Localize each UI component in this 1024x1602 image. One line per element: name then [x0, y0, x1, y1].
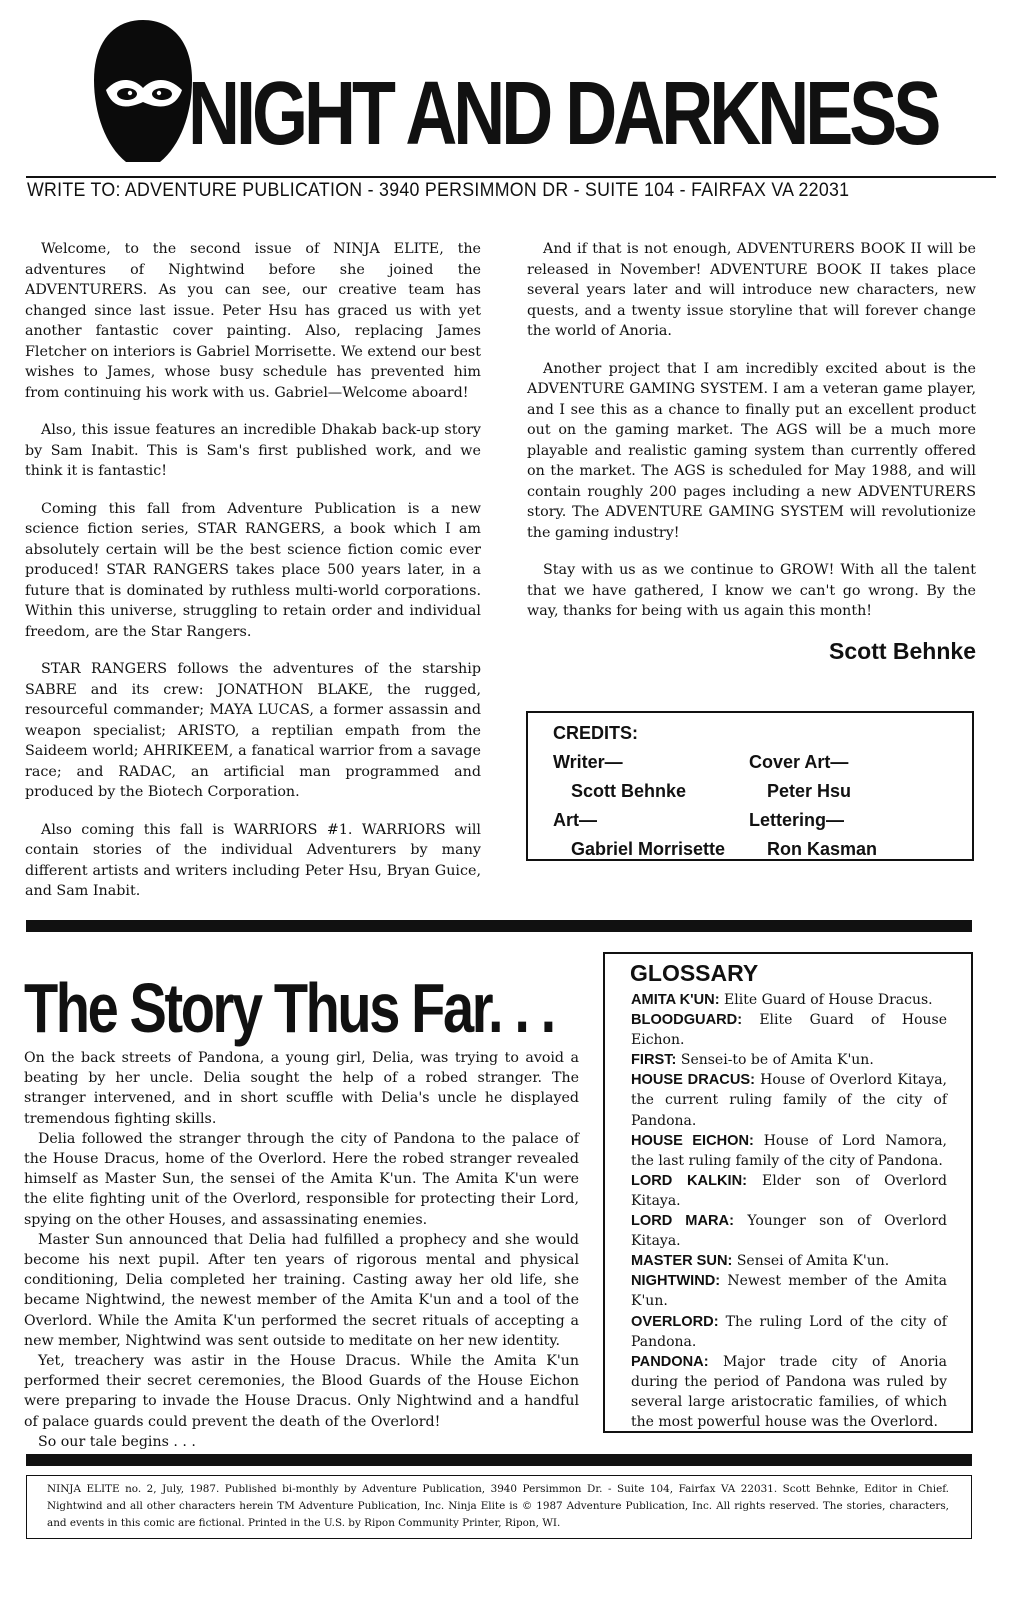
letter-paragraph: Also coming this fall is WARRIORS #1. WARRIORS will contain stories of the individual Adventurers by many different artists and writers including Peter Hsu, Bryan Guice, and Sam Inabit.: [25, 821, 481, 899]
glossary-term: LORD KALKIN:: [631, 1172, 747, 1189]
story-paragraph: So our tale begins . . .: [38, 1433, 196, 1450]
glossary-definition: House of Overlord Kitaya, the current ruling family of the city of Pandona.: [631, 1072, 947, 1129]
header-rule: [26, 176, 996, 178]
glossary-entry: [631, 1312, 947, 1352]
glossary-term: BLOODGUARD:: [631, 1012, 743, 1029]
glossary-entry: [631, 990, 947, 1010]
glossary-definition: Sensei of Amita K'un.: [736, 1253, 890, 1270]
letter-paragraph: Another project that I am incredibly excited about is the ADVENTURE GAMING SYSTEM. I am a veteran game player, and I see this as a chance to finally put an excellent product out on the gaming market. The AGS will be a much more playable and realistic gaming system than currently offered on the market. The AGS is scheduled for May 1988, and will contain roughly 200 pages including a new ADVENTURERS story. The ADVENTURE GAMING SYSTEM will revolutionize the gaming industry!: [527, 360, 976, 541]
glossary-definition: Elder son of Overlord Kitaya.: [631, 1172, 947, 1209]
art-name: Gabriel Morrisette: [571, 839, 726, 859]
letter-paragraph: STAR RANGERS follows the adventures of the starship SABRE and its crew: JONATHON BLAKE, the rugged, resourceful commander; MAYA LUCAS, a former assassin and weapon specialist; ARISTO, a reptilian empath from the Saideem world; AHRIKEEM, a fanatical warrior from a savage race; and RADAC, an artificial man programmed and produced by the Biotech Corporation.: [25, 661, 481, 800]
glossary-entry: [631, 1352, 947, 1432]
glossary-entry: [631, 1271, 947, 1311]
divider-bar: [26, 1454, 972, 1466]
story-text: [24, 1048, 579, 1452]
glossary-definition: House of Lord Namora, the last ruling family of the city of Pandona.: [631, 1132, 947, 1169]
writer-name: Scott Behnke: [571, 781, 687, 801]
publication-indicia: NINJA ELITE no. 2, July, 1987. Published bi-monthly by Adventure Publication, 3940 Persimmon Dr. - Suite 104, Fairfax VA 22031. Scott Behnke, Editor in Chief. Nightwind and all other characters herein TM Adventure Publication, Inc. Ninja Elite is © 1987 Adventure Publication, Inc. All rights reserved. The stories, characters, and events in this comic are fictional. Printed in the U.S. by Ripon Community Printer, Ripon, WI.: [26, 1475, 972, 1539]
ninja-mask-icon: [90, 18, 196, 166]
glossary-definition: Newest member of the Amita K'un.: [631, 1273, 947, 1310]
glossary-entry: [631, 1070, 947, 1130]
story-paragraph: On the back streets of Pandona, a young girl, Delia, was trying to avoid a beating by her uncle. Delia sought the help of a robed stranger. The stranger intervened, and in short scuffle with Delia's uncle he displayed tremendous fighting skills.: [24, 1050, 579, 1127]
glossary-term: PANDONA:: [631, 1353, 709, 1370]
letter-right-column: [527, 239, 976, 639]
writer-label: Writer—: [553, 752, 623, 772]
story-title: The Story Thus Far. . .: [24, 969, 554, 1047]
glossary-entry: [631, 1251, 947, 1271]
write-to-address: WRITE TO: ADVENTURE PUBLICATION - 3940 PERSIMMON DR - SUITE 104 - FAIRFAX VA 22031: [27, 180, 850, 201]
lettering-label: Lettering—: [749, 810, 845, 830]
lettering-name: Ron Kasman: [767, 839, 878, 859]
credits-heading: CREDITS:: [553, 723, 638, 743]
glossary-term: MASTER SUN:: [631, 1253, 733, 1270]
glossary-term: HOUSE DRACUS:: [631, 1072, 755, 1089]
cover-art-name: Peter Hsu: [767, 781, 852, 801]
glossary-definition: Major trade city of Anoria during the period of Pandona was ruled by several large aristocratic families, of which the most powerful house was the Overlord.: [631, 1353, 947, 1430]
glossary-term: NIGHTWIND:: [631, 1273, 721, 1290]
glossary-entry: [631, 1131, 947, 1171]
letter-paragraph: Welcome, to the second issue of NINJA ELITE, the adventures of Nightwind before she joined the ADVENTURERS. As you can see, our creative team has changed since last issue. Peter Hsu has graced us with yet another fantastic cover painting. Also, replacing James Fletcher on interiors is Gabriel Morrisette. We extend our best wishes to James, whose busy schedule has prevented him from continuing his work with us. Gabriel—Welcome aboard!: [25, 241, 481, 401]
glossary-title: GLOSSARY: [630, 960, 759, 986]
glossary-term: FIRST:: [631, 1052, 677, 1069]
glossary-entry: [631, 1171, 947, 1211]
glossary-box: [603, 952, 973, 1433]
letter-paragraph: Stay with us as we continue to GROW! With all the talent that we have gathered, I know we can't go wrong. By the way, thanks for being with us again this month!: [527, 562, 976, 619]
glossary-list: [631, 990, 947, 1432]
story-paragraph: Delia followed the stranger through the city of Pandona to the palace of the House Dracus, home of the Overlord. Here the robed stranger revealed himself as Master Sun, the sensei of the Amita K'un. The Amita K'un were the elite fighting unit of the Overlord, responsible for protecting their Lord, spying on the other Houses, and assassinating enemies.: [24, 1130, 579, 1228]
page-title: NIGHT AND DARKNESS: [188, 64, 938, 164]
glossary-definition: Sensei-to be of Amita K'un.: [680, 1052, 874, 1069]
art-label: Art—: [553, 810, 597, 830]
letter-left-column: [25, 239, 481, 919]
divider-bar: [26, 920, 972, 932]
glossary-term: AMITA K'UN:: [631, 992, 720, 1008]
glossary-term: HOUSE EICHON:: [631, 1132, 754, 1149]
story-paragraph: Yet, treachery was astir in the House Dracus. While the Amita K'un performed their secret ceremonies, the Blood Guards of the House Eichon were preparing to invade the House Dracus. Only Nightwind and a handful of palace guards could prevent the death of the Overlord!: [24, 1353, 579, 1430]
glossary-term: OVERLORD:: [631, 1313, 719, 1330]
glossary-definition: Elite Guard of House Eichon.: [631, 1012, 948, 1049]
glossary-definition: Younger son of Overlord Kitaya.: [631, 1213, 947, 1250]
glossary-definition: Elite Guard of House Dracus.: [724, 992, 933, 1008]
glossary-definition: The ruling Lord of the city of Pandona.: [631, 1313, 947, 1350]
glossary-entry: [631, 1211, 947, 1251]
credits-box: [526, 711, 974, 861]
story-paragraph: Master Sun announced that Delia had fulfilled a prophecy and she would become his next pupil. After ten years of rigorous mental and physical conditioning, Delia completed her training. Casting away her old life, she became Nightwind, the newest member of the Amita K'un and a tool of the Overlord. While the Amita K'un performed the secret rituals of accepting a new member, Nightwind was sent outside to meditate on her new identity.: [24, 1231, 579, 1349]
glossary-entry: [631, 1010, 947, 1050]
cover-art-label: Cover Art—: [749, 752, 849, 772]
glossary-term: LORD MARA:: [631, 1213, 734, 1230]
letter-paragraph: Coming this fall from Adventure Publication is a new science fiction series, STAR RANGERS, a book which I am absolutely certain will be the best science fiction comic ever produced! STAR RANGERS takes place 500 years later, in a future that is dominated by ruthless multi-world corporations. Within this universe, struggling to retain order and individual freedom, are the Star Rangers.: [25, 500, 481, 640]
letter-paragraph: And if that is not enough, ADVENTURERS BOOK II will be released in November! ADVENTURE BOOK II takes place several years later and will introduce new characters, new quests, and a twenty issue storyline that will forever change the world of Anoria.: [527, 241, 976, 339]
signature: Scott Behnke: [829, 638, 976, 664]
letter-paragraph: Also, this issue features an incredible Dhakab back-up story by Sam Inabit. This is Sam's first published work, and we think it is fantastic!: [25, 422, 481, 479]
glossary-entry: [631, 1050, 947, 1070]
